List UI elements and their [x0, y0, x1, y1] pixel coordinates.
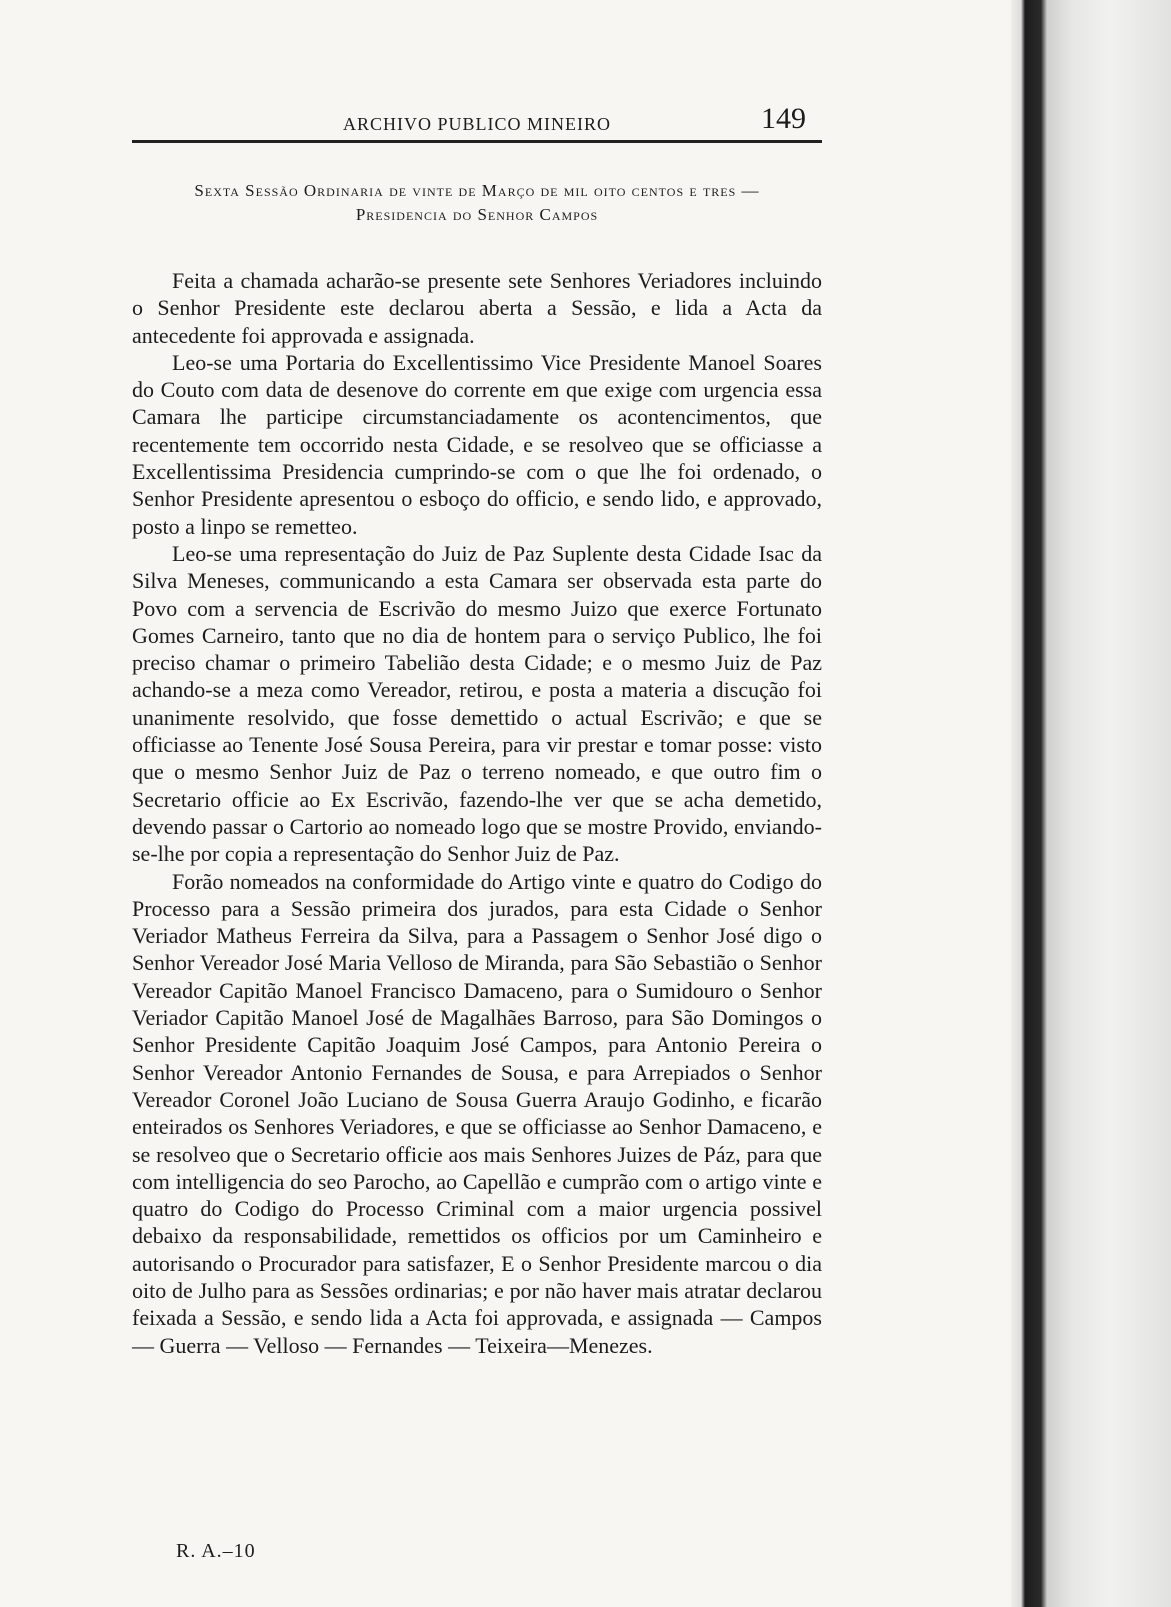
folio-number: 149 — [761, 102, 806, 135]
paragraph: Leo-se uma representação do Juiz de Paz Suplente desta Cidade Isac da Silva Meneses, communicando a esta Camara ser observada esta parte do Povo com a servencia de Escrivão do mesmo Juizo que exerce Fortunato Gomes Carneiro, tanto que no dia de hontem para o serviço Publico, lhe foi preciso chamar o primeiro Tabelião desta Cidade; e o mesmo Juiz de Paz achando-se a meza como Vereador, retirou, e posta a materia a discução foi unanimente resolvido, que fosse demettido o actual Escrivão; e que se officiasse ao Tenente José Sousa Pereira, para vir prestar e tomar posse: visto que o mesmo Senhor Juiz de Paz o terreno nomeado, e que outro fim o Secretario officie ao Ex Escrivão, fazendo-lhe ver que se acha demetido, devendo passar o Cartorio ao nomeado logo que se mostre Provido, enviando-se-lhe por copia a representação do Senhor Juiz de Paz. — [132, 540, 822, 867]
paragraph: Feita a chamada acharão-se presente sete Senhores Veriadores incluindo o Senhor Presidente este declarou aberta a Sessão, e lida a Acta da antecedente foi approvada e assignada. — [132, 268, 822, 348]
paragraph: Leo-se uma Portaria do Excellentissimo Vice Presidente Manoel Soares do Couto com data de desenove do corrente em que exige com urgencia essa Camara lhe participe circumstanciadamente os acontencimentos, que recentemente tem occorrido nesta Cidade, e se resolveo que se officiasse a Excellentissima Presidencia cumprindo-se com o que lhe foi ordenado, o Senhor Presidente apresentou o esboço do officio, e sendo lido, e approvado, posto a linpo se remetteo. — [132, 349, 822, 539]
session-title — [132, 179, 822, 227]
paragraph: Forão nomeados na conformidade do Artigo vinte e quatro do Codigo do Processo para a Sessão primeira dos jurados, para esta Cidade o Senhor Veriador Matheus Ferreira da Silva, para a Passagem o Senhor José digo o Senhor Vereador José Maria Velloso de Miranda, para São Sebastião o Senhor Vereador Capitão Manoel Francisco Damaceno, para o Sumidouro o Senhor Veriador Capitão Manoel José de Magalhães Barroso, para São Domingos o Senhor Presidente Capitão Joaquim José Campos, para Antonio Pereira o Senhor Vereador Antonio Fernandes de Sousa, e para Arrepiados o Senhor Vereador Coronel João Luciano de Sousa Guerra Araujo Godinho, e ficarão enteirados os Senhores Veriadores, e que se officiasse ao Senhor Damaceno, e se resolveo que o Secretario officie aos mais Senhores Juizes de Páz, para que com intelligencia do seo Parocho, ao Capellão e cumprão com o artigo vinte e quatro do Codigo do Processo Criminal com a maior urgencia possivel debaixo da responsabilidade, remettidos os officios por um Caminheiro e autorisando o Procurador para satisfazer, E o Senhor Presidente marcou o dia oito de Julho para as Sessões ordinarias; e por não haver mais atratar declarou feixada a Sessão, e sendo lida a Acta foi approvada, e assignada — Campos — Guerra — Velloso — Fernandes — Teixeira—Menezes. — [132, 868, 822, 1358]
signature-reference: R. A.–10 — [176, 1540, 256, 1562]
scan-edge — [1011, 0, 1171, 1607]
page-header — [132, 100, 822, 143]
document-page — [132, 100, 822, 1562]
minutes-body — [132, 267, 822, 1359]
session-title-line2: Presidencia do Senhor Campos — [355, 205, 599, 224]
session-title-line1: Sexta Sessão Ordinaria de vinte de Março de mil oito centos e tres — — [194, 181, 760, 200]
running-head: ARCHIVO PUBLICO MINEIRO — [342, 114, 611, 134]
